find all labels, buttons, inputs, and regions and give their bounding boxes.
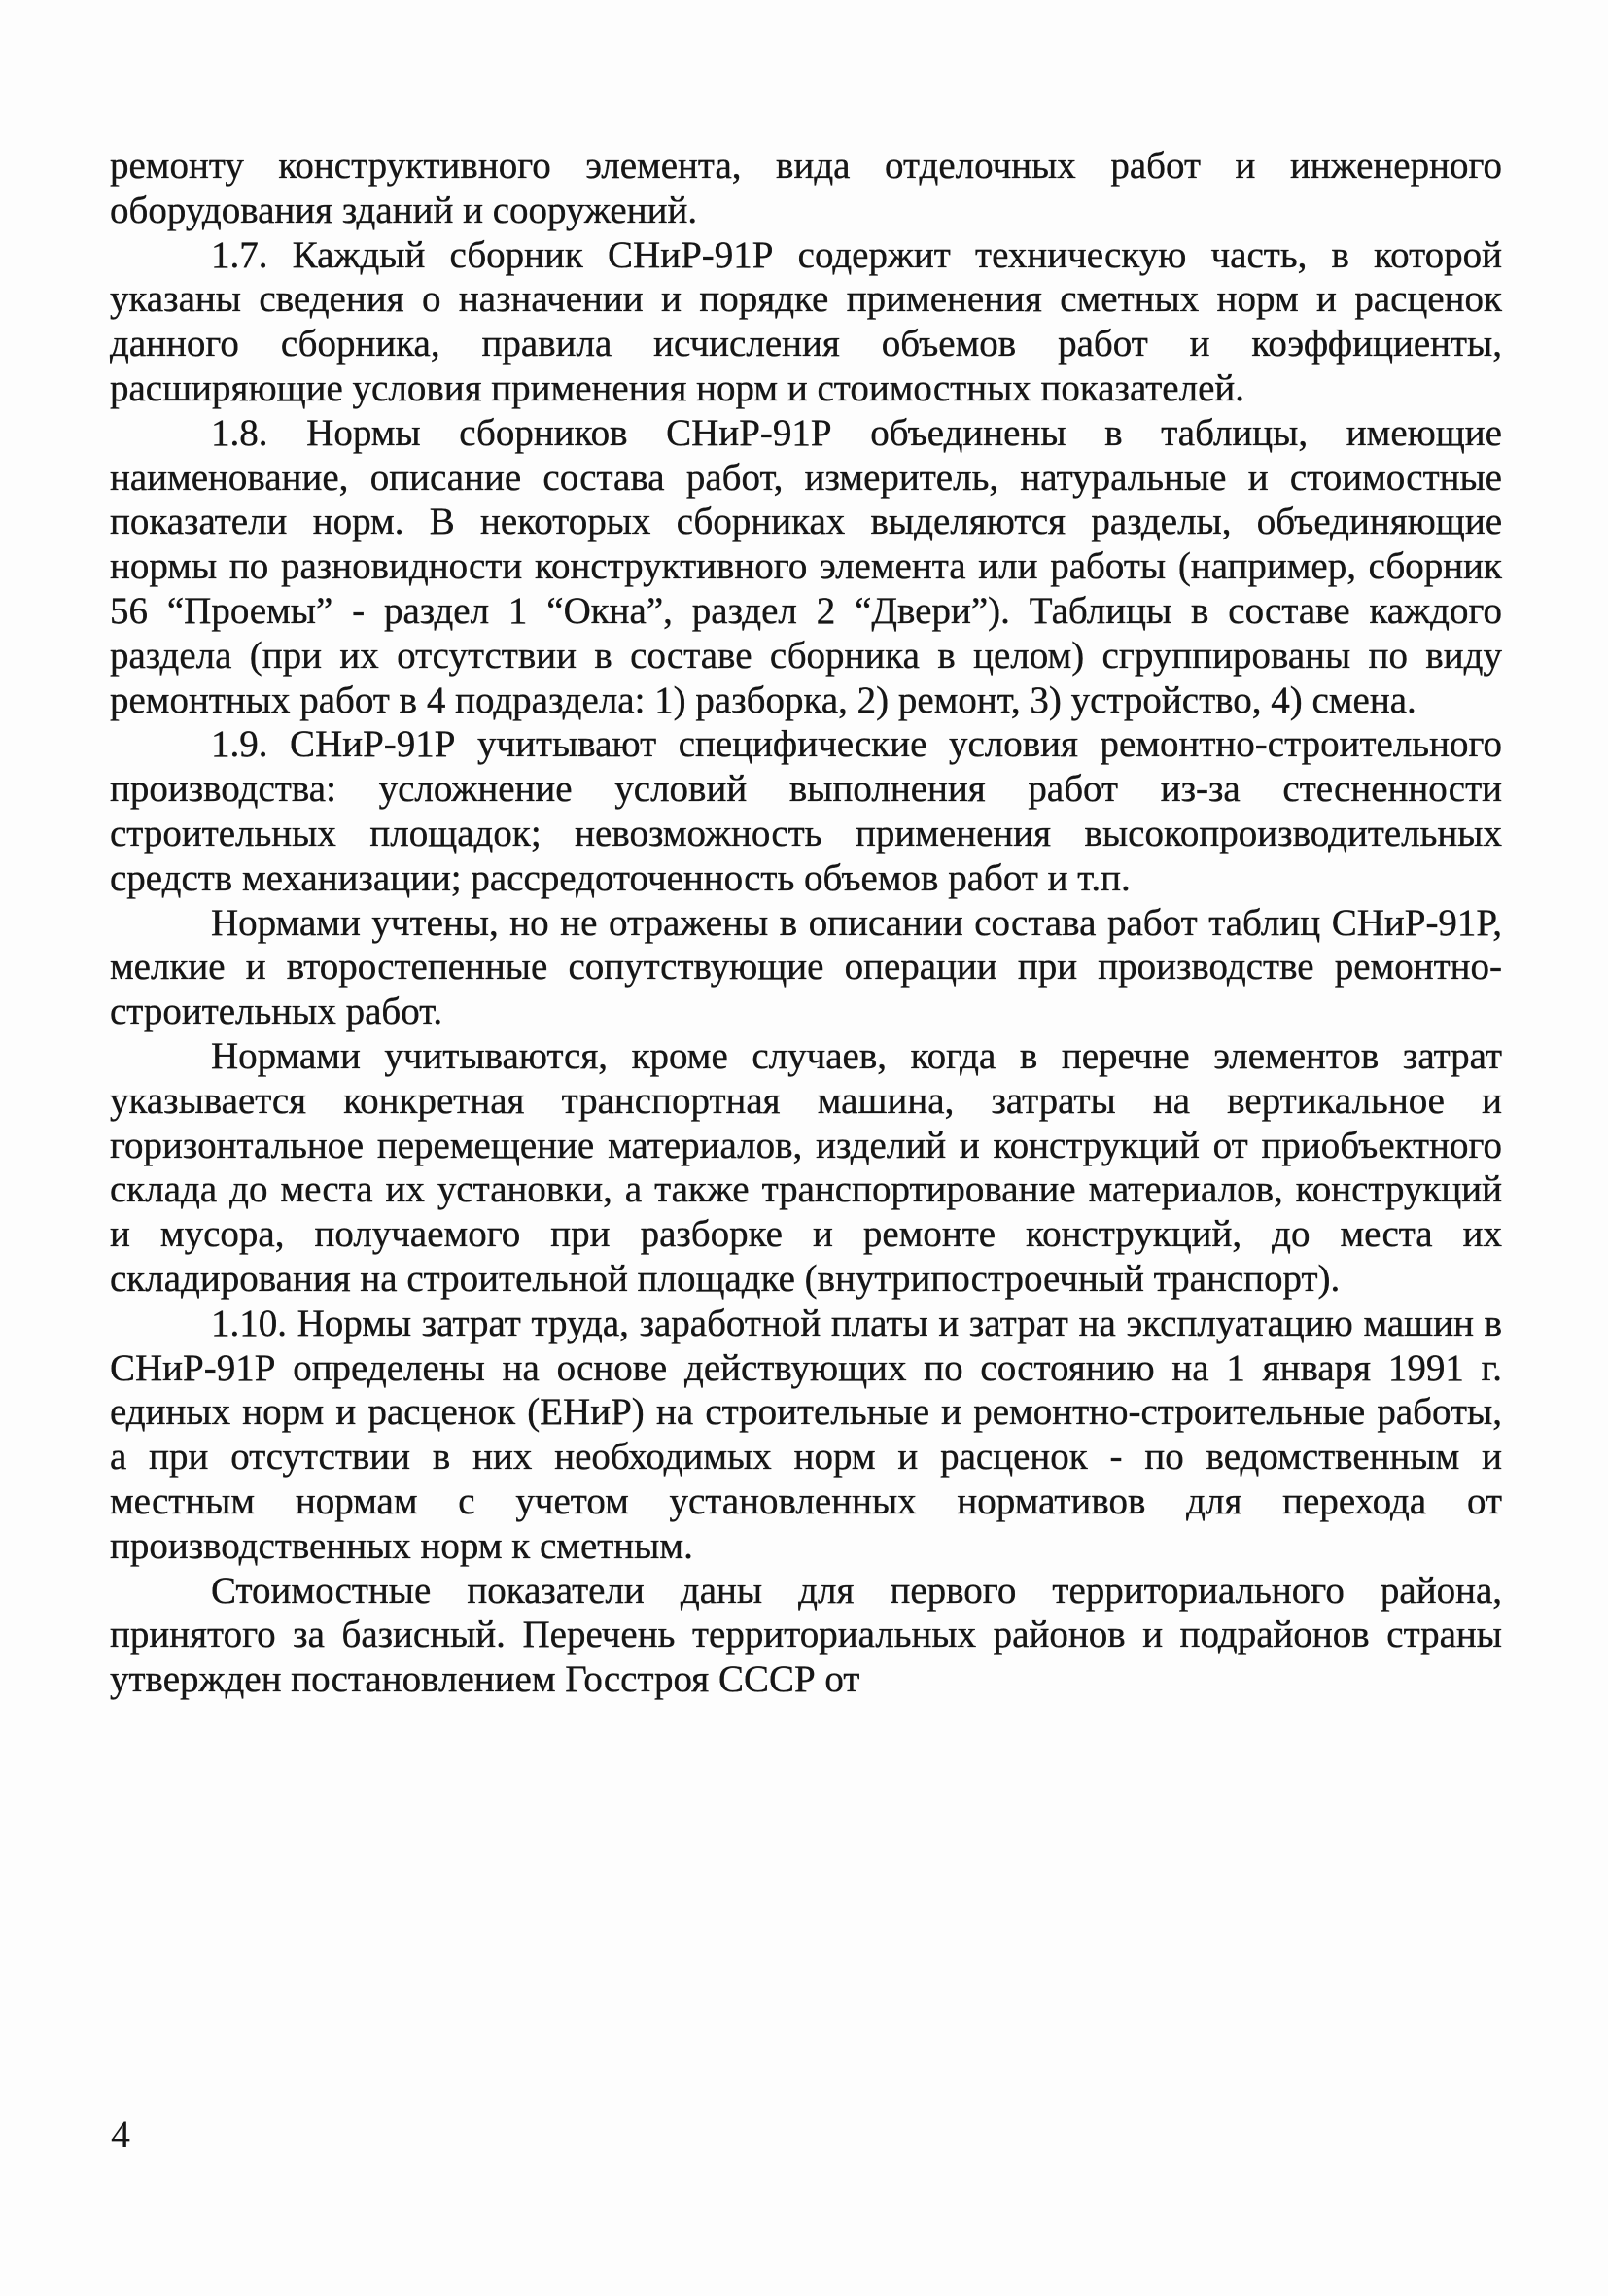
paragraph-1-10: 1.10. Нормы затрат труда, заработной платы и затрат на эксплуатацию машин в СНиР-91Р определены на основе действующих по состоянию на 1 января 1991 г. единых норм и расценок (ЕНиР) на строительные и ремонтно-строительные работы, а при отсутствии в них необходимых норм и расценок - по ведомственным и местным нормам с учетом установленных нормативов для перехода от производственных норм к сметным. <box>110 1302 1502 1567</box>
page-number: 4 <box>111 2112 130 2156</box>
paragraph-continuation: ремонту конструктивного элемента, вида отделочных работ и инженерного оборудования зданий и сооружений. <box>110 145 1502 231</box>
paragraph-1-8: 1.8. Нормы сборников СНиР-91Р объединены в таблицы, имеющие наименование, описание состава работ, измеритель, натуральные и стоимостные показатели норм. В некоторых сборниках выделяются разделы, объединяющие нормы по разновидности конструктивного элемента или работы (например, сборник 56 “Проемы” - раздел 1 “Окна”, раздел 2 “Двери”). Таблицы в составе каждого раздела (при их отсутствии в составе сборника в целом) сгруппированы по виду ремонтных работ в 4 подраздела: 1) разборка, 2) ремонт, 3) устройство, 4) смена. <box>110 411 1502 721</box>
paragraph-norms-include: Нормами учитываются, кроме случаев, когда в перечне элементов затрат указывается конкретная транспортная машина, затраты на вертикальное и горизонтальное перемещение материалов, изделий и конструкций от приобъектного склада до места их установки, а также транспортирование материалов, конструкций и мусора, получаемого при разборке и ремонте конструкций, до места их складирования на строительной площадке (внутрипостроечный транспорт). <box>110 1034 1502 1300</box>
paragraph-1-7: 1.7. Каждый сборник СНиР-91Р содержит техническую часть, в которой указаны сведения о назначении и порядке применения сметных норм и расценок данного сборника, правила исчисления объемов работ и коэффициенты, расширяющие условия применения норм и стоимостных показателей. <box>110 233 1502 409</box>
paragraph-norms-accounted: Нормами учтены, но не отражены в описании состава работ таблиц СНиР-91Р, мелкие и второстепенные сопутствующие операции при производстве ремонтно-строительных работ. <box>110 901 1502 1033</box>
body-text <box>110 144 1502 1702</box>
paragraph-1-9: 1.9. СНиР-91Р учитывают специфические условия ремонтно-строительного производства: усложнение условий выполнения работ из-за стесненности строительных площадок; невозможность применения высокопроизводительных средств механизации; рассредоточенность объемов работ и т.п. <box>110 723 1502 899</box>
paragraph-cost-indicators: Стоимостные показатели даны для первого территориального района, принятого за базисный. Перечень территориальных районов и подрайонов страны утвержден постановлением Госстроя СССР от <box>110 1569 1502 1701</box>
